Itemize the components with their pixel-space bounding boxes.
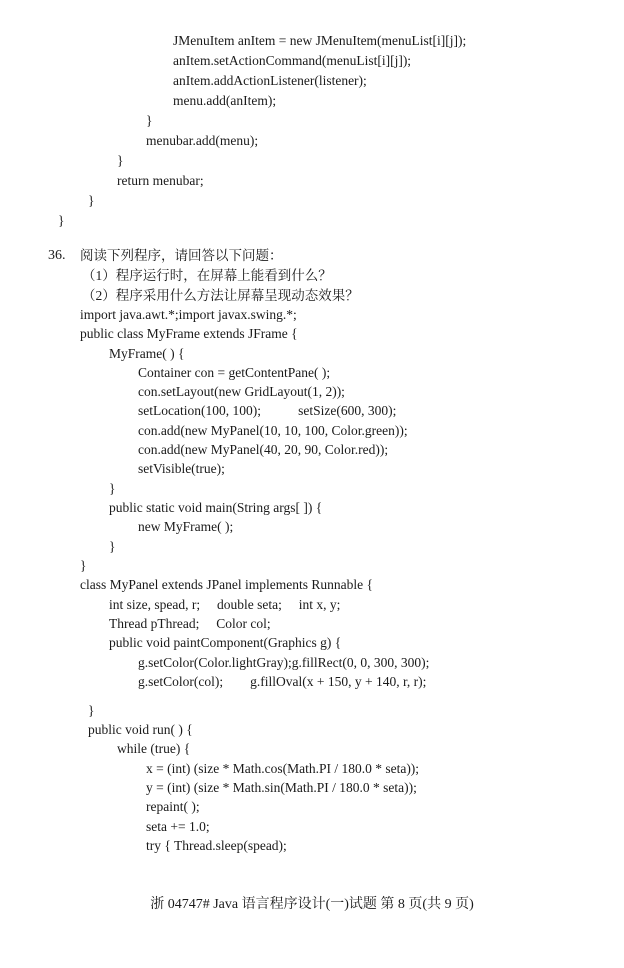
code-line: MyFrame( ) { <box>109 346 185 361</box>
sub-question: （2）程序采用什么方法让屏幕呈现动态效果？ <box>82 288 359 303</box>
code-line: } <box>58 213 65 228</box>
code-line: Thread pThread; Color col; <box>109 616 271 631</box>
code-line: int size, spead, r; double seta; int x, y; <box>109 597 341 612</box>
code-line: setLocation(100, 100); setSize(600, 300); <box>138 403 397 418</box>
code-line: con.setLayout(new GridLayout(1, 2)); <box>138 384 345 399</box>
code-line: } <box>80 558 87 573</box>
code-line: } <box>88 703 95 718</box>
code-line: try { Thread.sleep(spead); <box>146 838 287 853</box>
code-line: g.setColor(Color.lightGray);g.fillRect(0, 0, 300, 300); <box>138 655 430 670</box>
code-line: setVisible(true); <box>138 461 225 476</box>
question-prompt: 阅读下列程序，请回答以下问题： <box>80 248 283 263</box>
code-line: repaint( ); <box>146 799 200 814</box>
code-line: y = (int) (size * Math.sin(Math.PI / 180.0 * seta)); <box>146 780 417 795</box>
code-line: menu.add(anItem); <box>173 93 277 108</box>
code-line: public void paintComponent(Graphics g) { <box>109 635 342 650</box>
code-line: public void run( ) { <box>88 722 193 737</box>
code-line: while (true) { <box>117 741 191 756</box>
code-line: return menubar; <box>117 173 204 188</box>
code-line: new MyFrame( ); <box>138 519 234 534</box>
code-line: public class MyFrame extends JFrame { <box>80 326 298 341</box>
question-number: 36. <box>48 248 66 263</box>
code-line: anItem.setActionCommand(menuList[i][j]); <box>173 53 412 68</box>
code-line: JMenuItem anItem = new JMenuItem(menuList[i][j]); <box>173 33 467 48</box>
code-line: anItem.addActionListener(listener); <box>173 73 367 88</box>
code-line: con.add(new MyPanel(40, 20, 90, Color.red)); <box>138 442 389 457</box>
code-line: g.setColor(col); g.fillOval(x + 150, y + 140, r, r); <box>138 674 427 689</box>
code-line: public static void main(String args[ ]) { <box>109 500 323 515</box>
sub-question: （1）程序运行时，在屏幕上能看到什么？ <box>82 268 332 283</box>
code-line: } <box>146 113 153 128</box>
code-line: } <box>109 481 116 496</box>
code-line: } <box>117 153 124 168</box>
code-line: menubar.add(menu); <box>146 133 259 148</box>
code-line: class MyPanel extends JPanel implements Runnable { <box>80 577 373 592</box>
code-line: } <box>109 539 116 554</box>
code-line: Container con = getContentPane( ); <box>138 365 331 380</box>
code-line: x = (int) (size * Math.cos(Math.PI / 180.0 * seta)); <box>146 761 420 776</box>
code-line: con.add(new MyPanel(10, 10, 100, Color.green)); <box>138 423 408 438</box>
page-footer: 浙 04747# Java 语言程序设计(一)试题 第 8 页(共 9 页) <box>150 897 474 912</box>
code-line: } <box>88 193 95 208</box>
code-line: seta += 1.0; <box>146 819 210 834</box>
code-line: import java.awt.*;import javax.swing.*; <box>80 307 297 322</box>
